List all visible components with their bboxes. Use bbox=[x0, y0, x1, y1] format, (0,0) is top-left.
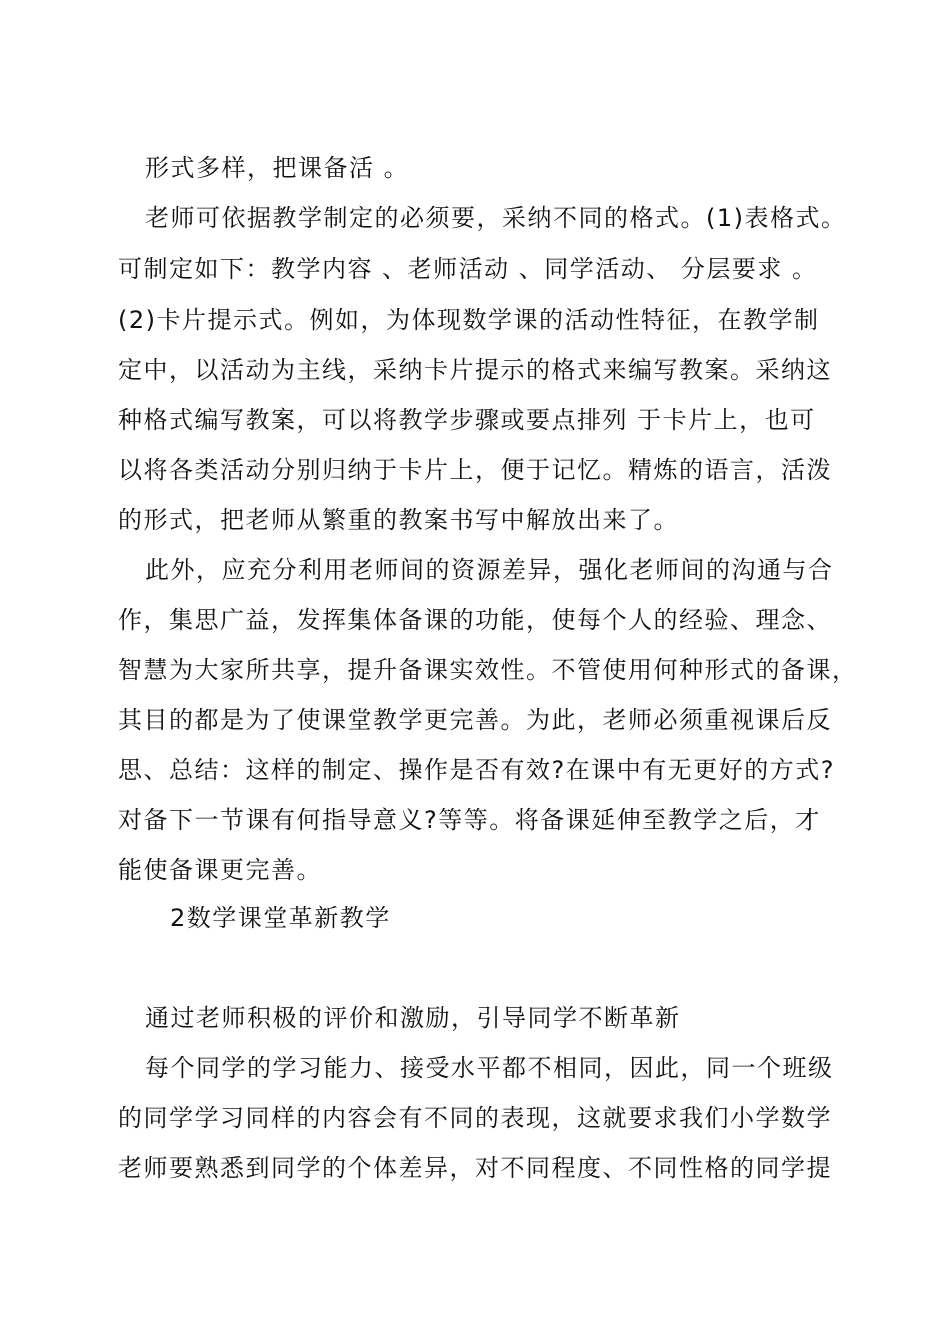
paragraph-line: 每个同学的学习能力、接受水平都不相同，因此，同一个班级 bbox=[145, 1054, 834, 1082]
section-heading: 2数学课堂革新教学 bbox=[170, 904, 391, 932]
paragraph-line: 种格式编写教案，可以将教学步骤或要点排列 于卡片上，也可 bbox=[118, 406, 816, 434]
paragraph-line: 的形式，把老师从繁重的教案书写中解放出来了。 bbox=[118, 506, 679, 534]
paragraph-line: (2)卡片提示式。例如，为体现数学课的活动性特征，在教学制 bbox=[118, 306, 820, 334]
paragraph-line: 其目的都是为了使课堂教学更完善。为此，老师必须重视课后反 bbox=[118, 706, 832, 734]
subsection-title: 通过老师积极的评价和激励，引导同学不断革新 bbox=[145, 1004, 681, 1032]
paragraph-line: 智慧为大家所共享，提升备课实效性。不管使用何种形式的备课， bbox=[118, 656, 858, 684]
paragraph-line: 能使备课更完善。 bbox=[118, 856, 322, 884]
paragraph-line: 对备下一节课有何指导意义?等等。将备课延伸至教学之后，才 bbox=[118, 806, 821, 834]
paragraph-line: 的同学学习同样的内容会有不同的表现，这就要求我们小学数学 bbox=[118, 1104, 832, 1132]
paragraph-line: 以将各类活动分别归纳于卡片上，便于记忆。精炼的语言，活泼 bbox=[118, 456, 832, 484]
paragraph-line: 作，集思广益，发挥集体备课的功能，使每个人的经验、理念、 bbox=[118, 606, 832, 634]
paragraph-line: 形式多样，把课备活 。 bbox=[145, 154, 410, 182]
paragraph-line: 思、总结：这样的制定、操作是否有效?在课中有无更好的方式? bbox=[118, 756, 835, 784]
paragraph-line: 老师可依据教学制定的必须要，采纳不同的格式。(1)表格式。 bbox=[145, 204, 847, 232]
paragraph-line: 此外，应充分利用老师间的资源差异，强化老师间的沟通与合 bbox=[145, 556, 834, 584]
paragraph-line: 老师要熟悉到同学的个体差异，对不同程度、不同性格的同学提 bbox=[118, 1154, 832, 1182]
paragraph-line: 定中，以活动为主线，采纳卡片提示的格式来编写教案。采纳这 bbox=[118, 356, 832, 384]
paragraph-line: 可制定如下：教学内容 、老师活动 、同学活动、 分层要求 。 bbox=[118, 255, 818, 283]
